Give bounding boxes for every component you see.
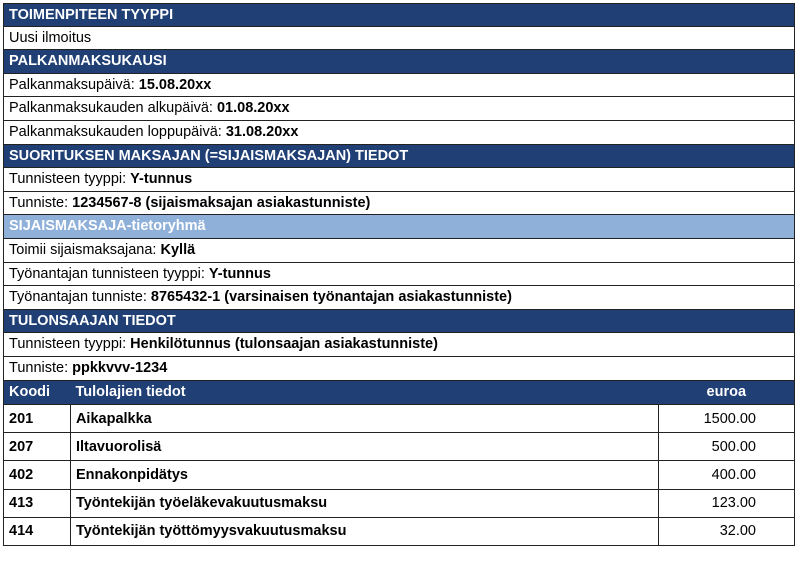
pay-day-value: 15.08.20xx: [138, 76, 212, 93]
period-end-row: [3, 121, 795, 145]
income-description: Iltavuorolisä: [70, 433, 658, 461]
recipient-id-type-label: Tunnisteen tyyppi:: [9, 336, 131, 353]
section-header-recipient: TULONSAAJAN TIEDOT: [3, 310, 795, 334]
income-amount: 123.00: [659, 489, 795, 517]
column-header-description: Tulolajien tiedot: [70, 381, 658, 405]
income-amount: 400.00: [659, 461, 795, 489]
table-row: [4, 405, 795, 433]
employer-id-value: 8765432-1 (varsinaisen työnantajan asiakastunniste): [150, 289, 512, 306]
income-amount: 1500.00: [659, 405, 795, 433]
acts-as-substitute-label: Toimii sijaismaksajana:: [9, 241, 161, 258]
recipient-id-type-value: Henkilötunnus (tulonsaajan asiakastunniste): [130, 336, 438, 353]
payment-report-form: [3, 3, 795, 546]
pay-day-label: Palkanmaksupäivä:: [9, 76, 139, 93]
payer-id-type-value: Y-tunnus: [130, 171, 193, 188]
recipient-id-type-row: [3, 333, 795, 357]
income-code: 201: [4, 405, 71, 433]
table-row: [4, 433, 795, 461]
payer-id-type-label: Tunnisteen tyyppi:: [9, 171, 131, 188]
period-start-row: [3, 97, 795, 121]
income-types-table: [3, 381, 795, 546]
table-row: [4, 517, 795, 545]
income-amount: 500.00: [659, 433, 795, 461]
employer-id-type-label: Työnantajan tunnisteen tyyppi:: [9, 265, 209, 282]
acts-as-substitute-row: [3, 239, 795, 263]
payer-id-row: [3, 192, 795, 216]
income-code: 414: [4, 517, 71, 545]
pay-day-row: [3, 74, 795, 98]
income-description: Ennakonpidätys: [70, 461, 658, 489]
section-header-substitute-payer: SIJAISMAKSAJA-tietoryhmä: [3, 215, 795, 239]
period-start-label: Palkanmaksukauden alkupäivä:: [9, 100, 217, 117]
action-type-value: Uusi ilmoitus: [3, 27, 795, 51]
period-end-label: Palkanmaksukauden loppupäivä:: [9, 123, 226, 140]
column-header-code: Koodi: [4, 381, 71, 405]
section-header-action-type: TOIMENPITEEN TYYPPI: [3, 3, 795, 27]
income-code: 402: [4, 461, 71, 489]
acts-as-substitute-value: Kyllä: [160, 241, 196, 258]
section-header-pay-period: PALKANMAKSUKAUSI: [3, 50, 795, 74]
recipient-id-label: Tunniste:: [9, 359, 73, 376]
employer-id-label: Työnantajan tunniste:: [9, 289, 151, 306]
table-row: [4, 489, 795, 517]
employer-id-row: [3, 286, 795, 310]
recipient-id-row: [3, 357, 795, 381]
payer-id-type-row: [3, 168, 795, 192]
income-amount: 32.00: [659, 517, 795, 545]
income-description: Aikapalkka: [70, 405, 658, 433]
income-code: 207: [4, 433, 71, 461]
payer-id-label: Tunniste:: [9, 194, 73, 211]
recipient-id-value: ppkkvvv-1234: [72, 359, 168, 376]
period-start-value: 01.08.20xx: [216, 100, 290, 117]
section-header-payer: SUORITUKSEN MAKSAJAN (=SIJAISMAKSAJAN) TIEDOT: [3, 145, 795, 169]
period-end-value: 31.08.20xx: [225, 123, 299, 140]
column-header-amount: euroa: [659, 381, 795, 405]
income-description: Työntekijän työttömyysvakuutusmaksu: [70, 517, 658, 545]
table-row: [4, 461, 795, 489]
employer-id-type-row: [3, 263, 795, 287]
employer-id-type-value: Y-tunnus: [208, 265, 271, 282]
income-description: Työntekijän työeläkevakuutusmaksu: [70, 489, 658, 517]
income-code: 413: [4, 489, 71, 517]
payer-id-value: 1234567-8 (sijaismaksajan asiakastunniste): [72, 194, 371, 211]
income-table-header: [4, 381, 795, 405]
